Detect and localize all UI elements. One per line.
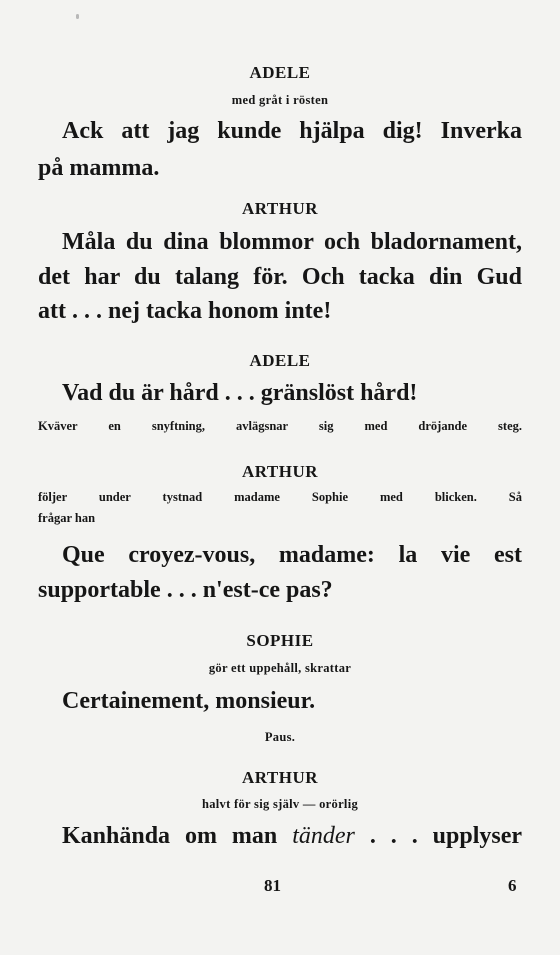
dialogue-line: Certainement, monsieur. (62, 688, 316, 714)
speaker-name: ADELE (249, 63, 311, 82)
dialogue-line (62, 823, 522, 850)
stage-direction: följer under tystnad madame Sophie med blicken. Så (38, 490, 522, 504)
stage-direction: halvt för sig själv — orörlig (201, 797, 359, 811)
page-speck (76, 14, 79, 19)
page-number: 81 (264, 876, 281, 895)
dialogue-line: Vad du är hård . . . gränslöst hård! (62, 380, 418, 406)
dialogue-line: att . . . nej tacka honom inte! (38, 298, 332, 324)
stage-direction: Paus. (264, 730, 296, 744)
line-part: . . . upplyser (354, 823, 523, 849)
dialogue-line: supportable . . . n'est-ce pas? (38, 577, 333, 603)
dialogue-line: Que croyez-vous, madame: la vie est (62, 542, 522, 568)
speaker-name: ARTHUR (241, 462, 319, 481)
dialogue-line: Ack att jag kunde hjälpa dig! Inverka (62, 118, 522, 144)
speaker-name: SOPHIE (246, 631, 314, 650)
dialogue-line: det har du talang för. Och tacka din Gud (38, 264, 522, 290)
stage-direction: gör ett uppehåll, skrattar (208, 661, 352, 675)
speaker-name: ARTHUR (241, 768, 319, 787)
stage-direction: frågar han (38, 511, 96, 525)
line-part: Kanhända om man (62, 823, 293, 849)
speaker-name: ARTHUR (241, 199, 319, 218)
stage-direction: med gråt i rösten (231, 93, 329, 107)
signature-mark: 6 (508, 876, 517, 895)
emphasized-word: tänder (292, 823, 355, 849)
dialogue-line: på mamma. (38, 155, 160, 181)
dialogue-line: Måla du dina blommor och bladornament, (62, 229, 522, 255)
speaker-name: ADELE (249, 351, 311, 370)
stage-direction: Kväver en snyftning, avlägsnar sig med dröjande steg. (38, 419, 522, 433)
